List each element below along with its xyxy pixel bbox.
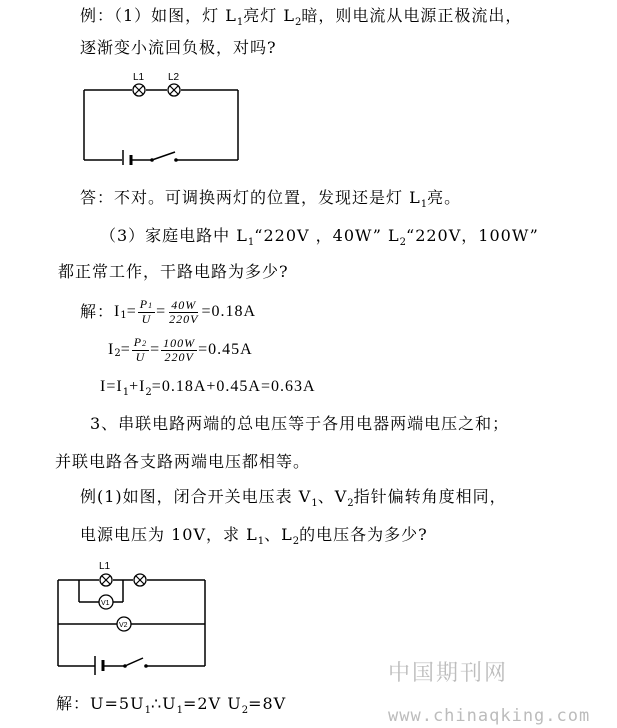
- watermark-url: www.chinaqking.com: [388, 706, 591, 726]
- lamp-l1-label: L1: [99, 561, 111, 572]
- rule3-line2: 并联电路各支路两端电压都相等。: [55, 452, 311, 471]
- watermark-cn: 中国期刊网: [388, 661, 509, 686]
- lamp-l1-icon: [100, 574, 112, 586]
- fraction-p2-u: $\frac{P2}{U}$: [133, 335, 148, 364]
- fraction-40w-220v: $\frac{40W}{220V}$: [169, 297, 199, 326]
- solution1-eq1: 解： I 1 = $\frac{P1}{U}$ = $\frac{40W}{220V}$ =0.18A: [80, 297, 257, 326]
- example-v-line2: 电源电压为 10V，求 $L_1$、$L_2$的电压各为多少?: [80, 525, 428, 547]
- example-v-line1: 例(1)如图，闭合开关电压表 $V_1$、$V_2$指针偏转角度相同，: [80, 487, 507, 509]
- solution1-eq2: I 2 = $\frac{P2}{U}$ = $\frac{100W}{220V}$ =0.45A: [108, 335, 253, 364]
- answer1: 答：不对。可调换两灯的位置，发现还是灯 $L_1$亮。: [80, 188, 462, 210]
- voltmeter-v2-icon: [117, 617, 131, 631]
- lamp-l1-label: L1: [133, 72, 145, 83]
- solution1-total: $I=I_1+I_2=0.18A+0.45A=0.63A$: [100, 378, 316, 398]
- svg-text:V1: V1: [101, 600, 110, 607]
- example3-line1: （3）家庭电路中 $L_1“220V$ ，40W” $L_2“220V$，100W”: [100, 226, 539, 248]
- lamp-l2-icon: [134, 574, 146, 586]
- lamp-l1-icon: [133, 84, 145, 96]
- voltmeter-v1-icon: [99, 595, 113, 609]
- fraction-100w-220v: $\frac{100W}{220V}$: [163, 335, 196, 364]
- rule3-line1: 3、串联电路两端的总电压等于各用电器两端电压之和；: [90, 414, 510, 433]
- lamp-l2-icon: [168, 84, 180, 96]
- solution2: 解：$U=5U_1\therefore U_1=2V$ $U_2=8V$: [56, 694, 287, 716]
- example1-line1: 例：（1）如图，灯 $L_1$亮灯 $L_2$暗，则电流从电源正极流出，: [80, 6, 523, 28]
- lamp-l2-label: L2: [168, 72, 180, 83]
- example1-line2: 逐渐变小流回负极，对吗?: [80, 38, 277, 57]
- example3-line2: 都正常工作，干路电路为多少?: [58, 262, 289, 281]
- series-circuit-diagram: [80, 70, 245, 165]
- svg-text:V2: V2: [119, 622, 128, 629]
- fraction-p1-u: $\frac{P1}{U}$: [139, 297, 154, 326]
- voltmeter-circuit-diagram: [55, 560, 215, 675]
